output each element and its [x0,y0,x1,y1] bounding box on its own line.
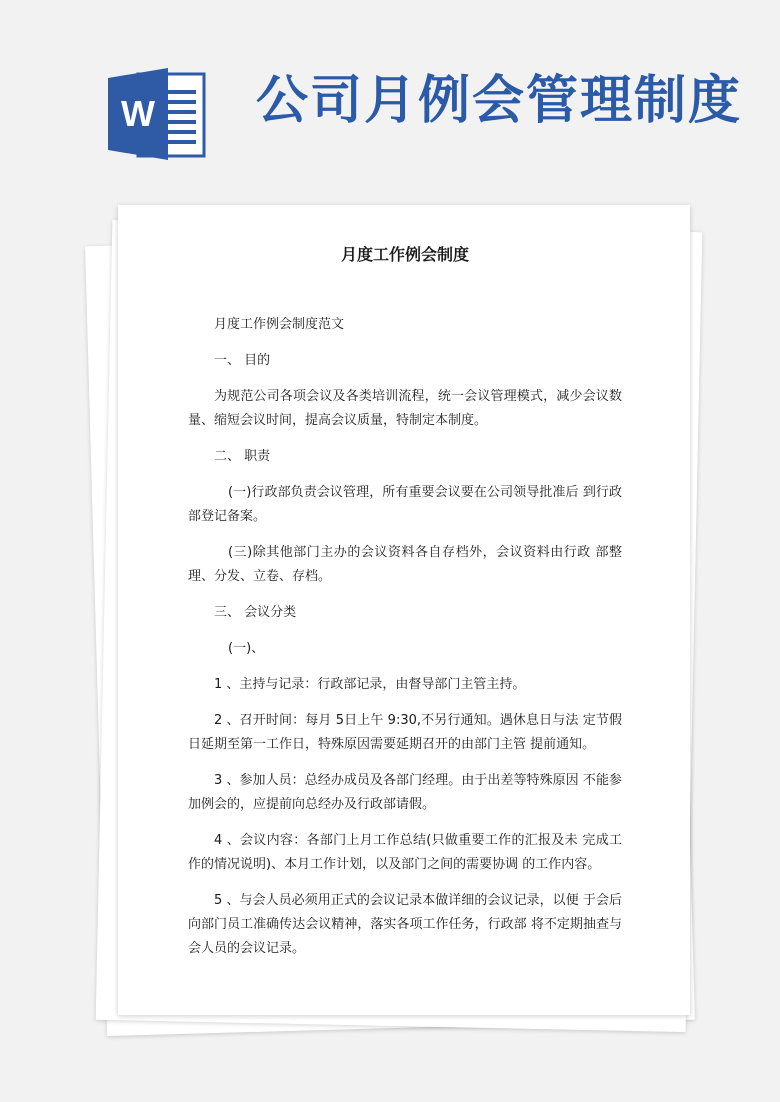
document-subtitle: 月度工作例会制度范文 [214,317,345,332]
list-item: 1 、主持与记录：行政部记录，由督导部门主管主持。 [214,677,526,692]
section-heading: 二、 职责 [214,449,271,464]
word-logo-letter: W [121,93,155,134]
list-item: 2 、召开时间：每月 5日上午 9:30,不另行通知。遇休息日与法 定节假日延期至第一工作日，特殊原因需要延期召开的由部门主管 提前通知。 [188,713,622,752]
paragraph: (一)行政部负责会议管理，所有重要会议要在公司领导批准后 到行政部登记备案。 [188,485,622,524]
section-heading: 一、 目的 [214,353,271,368]
list-item: 4 、会议内容：各部门上月工作总结(只做重要工作的汇报及未 完成工作的情况说明)、本月工作计划，以及部门之间的需要协调 的工作内容。 [188,833,622,872]
list-item: 5 、与会人员必须用正式的会议记录本做详细的会议记录，以便 于会后向部门员工准确传达会议精神，落实各项工作任务，行政部 将不定期抽查与会人员的会议记录。 [188,893,622,956]
sub-heading: (一)、 [228,641,265,656]
list-item: 3 、参加人员：总经办成员及各部门经理。由于出差等特殊原因 不能参加例会的，应提前向总经办及行政部请假。 [188,773,622,812]
document-body [188,243,622,973]
document-title: 月度工作例会制度 [340,245,469,264]
paragraph: 为规范公司各项会议及各类培训流程，统一会议管理模式，减少会议数量、缩短会议时间，提高会议质量，特制定本制度。 [188,389,622,428]
document-page [118,205,690,1015]
section-heading: 三、 会议分类 [214,605,297,620]
banner-title: 公司月例会管理制度 [256,70,743,131]
word-document-icon [108,68,208,160]
header-banner [0,0,780,200]
paragraph: (三)除其他部门主办的会议资料各自存档外，会议资料由行政 部整理、分发、立卷、存档。 [188,545,622,584]
